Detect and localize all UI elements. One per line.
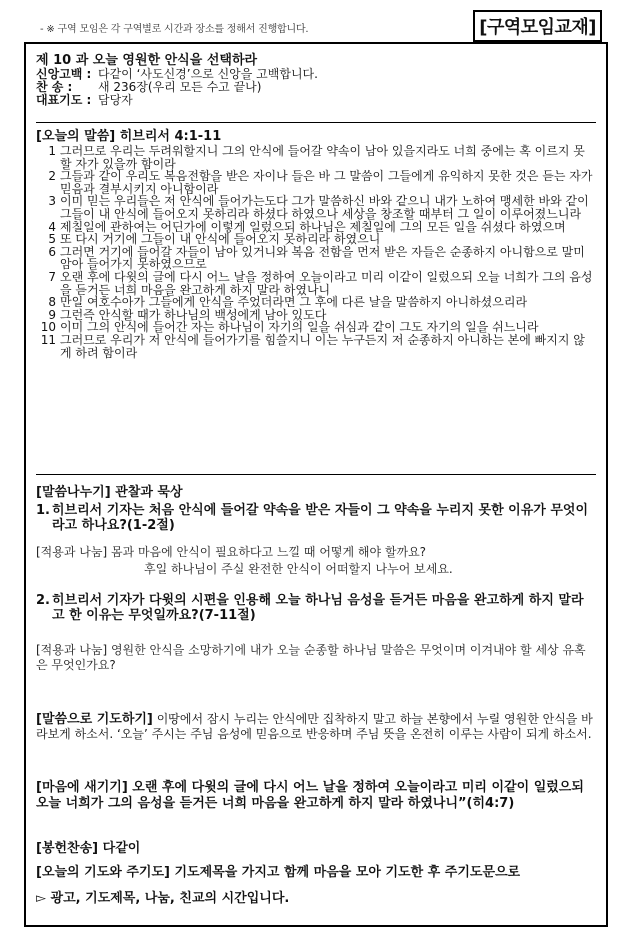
question-number: 2.: [36, 593, 50, 608]
verse: [36, 195, 596, 220]
content-frame: [24, 42, 608, 927]
lesson-title: 제 10 과 오늘 영원한 안식을 선택하라: [36, 53, 258, 68]
closing-prayer: [오늘의 기도와 주기도] 기도제목을 가지고 함께 마음을 모아 기도한 후 주기도문으로: [36, 865, 521, 880]
verse-text: 그러면 거기에 들어갈 자들이 남아 있거니와 복음 전함을 먼저 받은 자들은 순종하지 아니함으로 말미암아 들어가지 못하였으므로: [60, 244, 585, 272]
info-label: 대표기도 :: [36, 93, 92, 107]
verse: [36, 170, 596, 195]
verse-text: 또 다시 거기에 그들이 내 안식에 들어오지 못하리라 하였으니: [60, 232, 381, 247]
prayer-label: [말씀으로 기도하기]: [36, 712, 153, 727]
verse: [36, 334, 596, 359]
verse-number: 3: [48, 194, 56, 209]
prayer-section: [36, 712, 596, 742]
info-value: 새 236장(우리 모든 수고 끝나): [98, 80, 262, 94]
prayer-text: 이땅에서 잠시 누리는 안식에만 집착하지 말고 하늘 본향에서 누릴 영원한 안식을 바라보게 하소서. ‘오늘’ 주시는 주님 음성에 믿음으로 반응하며 주님 뜻을 온전히 이루는 사람이 되게 하소서.: [36, 712, 593, 741]
info-label: 찬 송 :: [36, 80, 73, 94]
offering-hymn: [봉헌찬송] 다같이: [36, 841, 141, 856]
question-1: [36, 503, 596, 533]
section-divider: [36, 122, 596, 123]
section-divider: [36, 474, 596, 475]
question-number: 1.: [36, 503, 50, 518]
verse-text: 이미 그의 안식에 들어간 자는 하나님이 자기의 일을 쉬심과 같이 그도 자기의 일을 쉬느니라: [60, 320, 539, 335]
verse-text: 이미 믿는 우리들은 저 안식에 들어가는도다 그가 말씀하신 바와 같으니 내가 노하여 맹세한 바와 같이 그들이 내 안식에 들어오지 못하리라 하셨다 하였으나 세상을 창조할 때부터 그 일이 이루어졌느니라: [60, 194, 589, 221]
meditation-heading: [말씀나누기] 관찰과 묵상: [36, 485, 183, 500]
verse: [36, 145, 596, 170]
verse-number: 11: [40, 332, 56, 347]
verse-text: 만일 여호수아가 그들에게 안식을 주었더라면 그 후에 다른 날을 말씀하지 아니하셨으리라: [60, 295, 528, 310]
verse: [36, 233, 596, 246]
info-row: [36, 94, 596, 107]
verse-text: 그러므로 우리는 두려워할지니 그의 안식에 들어갈 약속이 남아 있을지라도 너희 중에는 혹 이르지 못할 자가 있을까 함이라: [60, 144, 585, 171]
memory-verse: [마음에 새기기] 오랜 후에 다윗의 글에 다시 어느 날을 정하여 오늘이라고 미리 이같이 일렀으되 오늘 너희가 그의 음성을 듣거든 너희 마음을 완고하게 하지 말라 하였나니”(히4:7): [36, 780, 584, 811]
verse-number: 6: [48, 244, 56, 259]
info-value: 다같이 ‘사도신경’으로 신앙을 고백합니다.: [98, 67, 318, 81]
verse-number: 5: [48, 232, 56, 247]
header-note: - ※ 구역 모임은 각 구역별로 시간과 장소를 정해서 진행합니다.: [40, 24, 309, 35]
verse-number: 8: [48, 295, 56, 310]
scripture-heading: [오늘의 말씀] 히브리서 4:1-11: [36, 129, 222, 144]
application-1: [적용과 나눔] 몸과 마음에 안식이 필요하다고 느낄 때 어떻게 해야 할까요?: [36, 545, 427, 559]
question-2: [36, 593, 596, 623]
verse: [36, 296, 596, 309]
meditation-section: [36, 486, 596, 673]
verse-text: 오랜 후에 다윗의 글에 다시 어느 날을 정하여 오늘이라고 미리 이같이 일렀으되 오늘 너희가 그의 음성을 듣거든 너희 마음을 완고하게 하지 말라 하였나니: [60, 269, 593, 297]
application-2: [적용과 나눔] 영원한 안식을 소망하기에 내가 오늘 순종할 하나님 말씀은 무엇이며 이겨내야 할 세상 유혹은 무엇인가요?: [36, 643, 586, 672]
announcements: ▻ 광고, 기도제목, 나눔, 친교의 시간입니다.: [36, 891, 290, 906]
question-text: 히브리서 기자가 다윗의 시편을 인용해 오늘 하나님 음성을 듣거든 마음을 완고하게 하지 말라고 한 이유는 무엇일까요?(7-11절): [52, 593, 584, 623]
verse: [36, 246, 596, 271]
question-text: 히브리서 기자는 처음 안식에 들어갈 약속을 받은 자들이 그 약속을 누리지 못한 이유가 무엇이라고 하나요?(1-2절): [52, 503, 589, 533]
verse: [36, 271, 596, 296]
verse-text: 그런즉 안식할 때가 하나님의 백성에게 남아 있도다: [60, 307, 327, 322]
verse-number: 9: [48, 307, 56, 322]
verse-text: 그러므로 우리가 저 안식에 들어가기를 힘쓸지니 이는 누구든지 저 순종하지 아니하는 본에 빠지지 않게 하려 함이라: [60, 332, 585, 360]
verse-number: 2: [48, 169, 56, 184]
scripture-section: [36, 130, 596, 359]
verse-number: 4: [48, 219, 56, 234]
info-value: 담당자: [98, 93, 133, 107]
lesson-info: [36, 54, 596, 107]
verse-text: 그들과 같이 우리도 복음전함을 받은 자이나 들은 바 그 말씀이 그들에게 유익하지 못한 것은 듣는 자가 믿음과 결부시키지 아니함이라: [60, 169, 593, 196]
verse-number: 1: [48, 144, 56, 158]
document-title: [구역모임교재]: [473, 10, 602, 42]
verse-number: 7: [48, 269, 56, 284]
verse-number: 10: [40, 320, 56, 335]
info-label: 신앙고백 :: [36, 67, 92, 81]
application-1-cont: 후일 하나님이 주실 완전한 안식이 어떠할지 나누어 보세요.: [144, 562, 453, 576]
verse-text: 제칠일에 관하여는 어딘가에 이렇게 일렀으되 하나님은 제칠일에 그의 모든 일을 쉬셨다 하였으며: [60, 219, 566, 234]
